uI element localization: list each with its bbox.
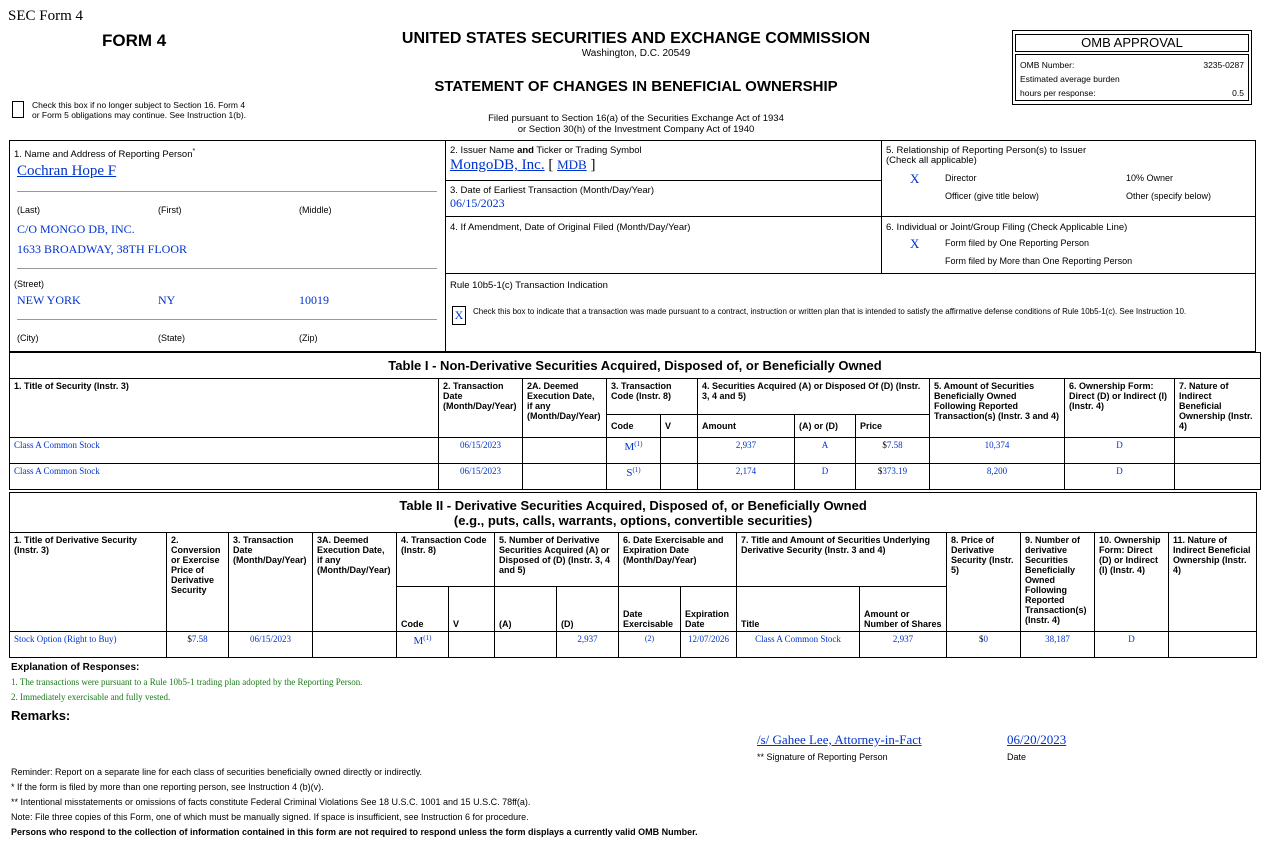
footnote-2: 2. Immediately exercisable and fully vested. bbox=[11, 692, 171, 702]
amendment-label: 4. If Amendment, Date of Original Filed (Month/Day/Year) bbox=[450, 222, 691, 233]
t1-amount: Amount bbox=[698, 415, 795, 438]
filed-pursuant: Filed pursuant to Section 16(a) of the Securities Exchange Act of 1934 or Section 30(h) of the Investment Company Act of 1940 bbox=[488, 113, 784, 135]
t2-r1-nature bbox=[1169, 632, 1257, 658]
t1-r2-owned: 8,200 bbox=[930, 464, 1065, 490]
footer-reminder: Reminder: Report on a separate line for each class of securities beneficially owned directly or indirectly. bbox=[11, 767, 423, 777]
t1-r1-v bbox=[661, 438, 698, 464]
table-2 bbox=[9, 492, 1257, 658]
filing-box bbox=[881, 216, 1256, 274]
address-line-2: 1633 BROADWAY, 38TH FLOOR bbox=[17, 242, 188, 256]
t1-r2-v bbox=[661, 464, 698, 490]
rule-label: Rule 10b5-1(c) Transaction Indication bbox=[450, 280, 608, 291]
footer-omb-notice: Persons who respond to the collection of information contained in this form are not required to respond unless the form displays a currently valid OMB Number. bbox=[11, 827, 698, 837]
t2-r1-underlying-title: Class A Common Stock bbox=[737, 632, 860, 658]
t2-v: V bbox=[449, 587, 495, 632]
t2-r1-deemed bbox=[313, 632, 397, 658]
t1-r2-nature bbox=[1175, 464, 1261, 490]
filing-more-label: Form filed by More than One Reporting Person bbox=[945, 256, 1133, 266]
date-label: Date bbox=[1007, 752, 1027, 762]
footer-multiple: * If the form is filed by more than one reporting person, see Instruction 4 (b)(v). bbox=[11, 782, 324, 792]
no-longer-subject-checkbox[interactable] bbox=[12, 101, 24, 118]
t2-r1-exercisable: (2) bbox=[619, 632, 681, 658]
filing-one-mark[interactable]: X bbox=[910, 236, 920, 251]
reporting-person-box bbox=[9, 140, 446, 352]
ten-percent-label: 10% Owner bbox=[1126, 173, 1174, 183]
t2-shares: Amount or Number of Shares bbox=[860, 587, 947, 632]
issuer-ticker[interactable]: MDB bbox=[557, 157, 587, 172]
t2-h5: 5. Number of Derivative Securities Acquired (A) or Disposed of (D) (Instr. 3, 4 and 5) bbox=[495, 533, 619, 587]
t2-r1-conv: $7.58 bbox=[167, 632, 229, 658]
amendment-box bbox=[445, 216, 882, 274]
t2-r1-date: 06/15/2023 bbox=[229, 632, 313, 658]
table-row bbox=[10, 632, 1257, 658]
first-label: (First) bbox=[158, 205, 182, 215]
t2-a: (A) bbox=[495, 587, 557, 632]
omb-approval-box bbox=[1012, 30, 1252, 105]
t2-h11: 11. Nature of Indirect Beneficial Ownership (Instr. 4) bbox=[1169, 533, 1257, 632]
signature-name[interactable]: /s/ Gahee Lee, Attorney-in-Fact bbox=[757, 732, 922, 747]
checkbox-instructions: Check this box if no longer subject to Section 16. Form 4 or Form 5 obligations may continue. See Instruction 1(b). bbox=[32, 100, 247, 120]
street-label: (Street) bbox=[14, 279, 45, 289]
table-row bbox=[10, 438, 1261, 464]
t2-r1-underlying-shares: 2,937 bbox=[860, 632, 947, 658]
rule-checkbox[interactable]: X bbox=[452, 306, 466, 325]
t2-code: Code bbox=[397, 587, 449, 632]
t1-r1-owned: 10,374 bbox=[930, 438, 1065, 464]
t2-h8: 8. Price of Derivative Security (Instr. 5) bbox=[947, 533, 1021, 632]
t1-r1-date: 06/15/2023 bbox=[439, 438, 523, 464]
t2-r1-a bbox=[495, 632, 557, 658]
relationship-label: 5. Relationship of Reporting Person(s) to Issuer (Check all applicable) bbox=[886, 145, 1087, 166]
t2-r1-price: $0 bbox=[947, 632, 1021, 658]
t1-r1-form: D bbox=[1065, 438, 1175, 464]
earliest-date-box bbox=[445, 180, 882, 217]
t1-aord: (A) or (D) bbox=[795, 415, 856, 438]
state-label: (State) bbox=[158, 333, 186, 343]
address-line-1: C/O MONGO DB, INC. bbox=[17, 222, 135, 236]
table-row bbox=[10, 464, 1261, 490]
agency-name: UNITED STATES SECURITIES AND EXCHANGE COMMISSION bbox=[401, 30, 871, 47]
officer-label: Officer (give title below) bbox=[945, 191, 1039, 201]
issuer-line: MongoDB, Inc. [ MDB ] bbox=[450, 157, 596, 173]
explanation-title: Explanation of Responses: bbox=[11, 662, 140, 673]
rule-box bbox=[445, 273, 1256, 352]
last-label: (Last) bbox=[17, 205, 41, 215]
t2-h2: 2. Conversion or Exercise Price of Derivative Security bbox=[167, 533, 229, 632]
t1-r1-price: $7.58 bbox=[856, 438, 930, 464]
other-label: Other (specify below) bbox=[1126, 191, 1212, 201]
table-1 bbox=[9, 352, 1261, 490]
t2-r1-code: $M^{(1)}$ bbox=[397, 632, 449, 658]
t2-h3a: 3A. Deemed Execution Date, if any (Month/Day/Year) bbox=[313, 533, 397, 632]
rule-text: Check this box to indicate that a transaction was made pursuant to a contract, instruction or written plan that is intended to satisfy the affirmative defense conditions of Rule 10b5-1(c). See Instruction 10. bbox=[473, 307, 1187, 316]
t1-h2: 2. Transaction Date (Month/Day/Year) bbox=[439, 379, 523, 438]
t1-h4: 4. Securities Acquired (A) or Disposed Of (D) (Instr. 3, 4 and 5) bbox=[698, 379, 930, 415]
t2-h3: 3. Transaction Date (Month/Day/Year) bbox=[229, 533, 313, 632]
t2-h1: 1. Title of Derivative Security (Instr. 3) bbox=[10, 533, 167, 632]
t1-r2-code: $S^{(1)}$ bbox=[607, 464, 661, 490]
t2-h9: 9. Number of derivative Securities Beneficially Owned Following Reported Transaction(s) (Instr. 4) bbox=[1021, 533, 1095, 632]
form-title: FORM 4 bbox=[102, 31, 167, 50]
t2-title: Title bbox=[737, 587, 860, 632]
t1-r2-form: D bbox=[1065, 464, 1175, 490]
t1-h3: 3. Transaction Code (Instr. 8) bbox=[607, 379, 698, 415]
omb-title: OMB APPROVAL bbox=[1015, 34, 1249, 52]
t2-r1-v bbox=[449, 632, 495, 658]
table-2-title: Table II - Derivative Securities Acquired, Disposed of, or Beneficially Owned (e.g., puts, calls, warrants, options, convertible securities) bbox=[10, 493, 1257, 533]
t1-h1: 1. Title of Security (Instr. 3) bbox=[10, 379, 439, 438]
t2-d: (D) bbox=[557, 587, 619, 632]
t1-r2-deemed bbox=[523, 464, 607, 490]
omb-details: OMB Number: 3235-0287 Estimated average burden hours per response: 0.5 bbox=[1015, 54, 1249, 101]
t2-r1-owned: 38,187 bbox=[1021, 632, 1095, 658]
t2-r1-form: D bbox=[1095, 632, 1169, 658]
reporting-person-name[interactable]: Cochran Hope F bbox=[17, 163, 117, 179]
t2-r1-title: Stock Option (Right to Buy) bbox=[10, 632, 167, 658]
table-1-title: Table I - Non-Derivative Securities Acquired, Disposed of, or Beneficially Owned bbox=[10, 353, 1261, 379]
t1-h6: 6. Ownership Form: Direct (D) or Indirect (I) (Instr. 4) bbox=[1065, 379, 1175, 438]
t1-r2-price: $373.19 bbox=[856, 464, 930, 490]
t1-v: V bbox=[661, 415, 698, 438]
t1-r1-amount: 2,937 bbox=[698, 438, 795, 464]
t2-h6: 6. Date Exercisable and Expiration Date (Month/Day/Year) bbox=[619, 533, 737, 587]
city-value: NEW YORK bbox=[17, 293, 81, 307]
t1-h2a: 2A. Deemed Execution Date, if any (Month/Day/Year) bbox=[523, 379, 607, 438]
footer-misstatements: ** Intentional misstatements or omissions of facts constitute Federal Criminal Violations See 18 U.S.C. 1001 and 15 U.S.C. 78ff(a). bbox=[11, 797, 531, 807]
t1-r1-title: Class A Common Stock bbox=[10, 438, 439, 464]
reporting-person-label: 1. Name and Address of Reporting Person* bbox=[14, 148, 196, 161]
page-label: SEC Form 4 bbox=[8, 8, 84, 24]
t1-h7: 7. Nature of Indirect Beneficial Ownership (Instr. 4) bbox=[1175, 379, 1261, 438]
director-label: Director bbox=[945, 173, 977, 183]
t1-h5: 5. Amount of Securities Beneficially Owned Following Reported Transaction(s) (Instr. 3 and 4) bbox=[930, 379, 1065, 438]
t2-exercisable: Date Exercisable bbox=[619, 587, 681, 632]
t1-r1-aord: A bbox=[795, 438, 856, 464]
footer-note: Note: File three copies of this Form, one of which must be manually signed. If space is insufficient, see Instruction 6 for procedure. bbox=[11, 812, 529, 822]
filing-label: 6. Individual or Joint/Group Filing (Check Applicable Line) bbox=[886, 222, 1128, 233]
footnote-1: 1. The transactions were pursuant to a Rule 10b5-1 trading plan adopted by the Reporting Person. bbox=[11, 677, 363, 687]
issuer-box bbox=[445, 140, 882, 181]
agency-location: Washington, D.C. 20549 bbox=[581, 48, 691, 59]
t1-price: Price bbox=[856, 415, 930, 438]
t2-r1-expiration: 12/07/2026 bbox=[681, 632, 737, 658]
signature-date[interactable]: 06/20/2023 bbox=[1007, 732, 1067, 747]
remarks-title: Remarks: bbox=[11, 708, 71, 723]
t1-r1-nature bbox=[1175, 438, 1261, 464]
t2-h4: 4. Transaction Code (Instr. 8) bbox=[397, 533, 495, 587]
t2-h10: 10. Ownership Form: Direct (D) or Indirect (I) (Instr. 4) bbox=[1095, 533, 1169, 632]
issuer-name[interactable]: MongoDB, Inc. bbox=[450, 157, 545, 173]
statement-title: STATEMENT OF CHANGES IN BENEFICIAL OWNERSHIP bbox=[434, 78, 838, 95]
middle-label: (Middle) bbox=[299, 205, 332, 215]
t1-r2-title: Class A Common Stock bbox=[10, 464, 439, 490]
issuer-label: 2. Issuer Name and Ticker or Trading Symbol bbox=[450, 145, 642, 156]
t1-r1-code: $M^{(1)}$ bbox=[607, 438, 661, 464]
zip-label: (Zip) bbox=[299, 333, 318, 343]
state-value: NY bbox=[158, 293, 176, 307]
filing-one-label: Form filed by One Reporting Person bbox=[945, 238, 1090, 248]
t2-r1-d: 2,937 bbox=[557, 632, 619, 658]
earliest-date-value: 06/15/2023 bbox=[450, 196, 505, 210]
t1-r2-date: 06/15/2023 bbox=[439, 464, 523, 490]
t1-r2-amount: 2,174 bbox=[698, 464, 795, 490]
t1-code: Code bbox=[607, 415, 661, 438]
t1-r1-deemed bbox=[523, 438, 607, 464]
t1-r2-aord: D bbox=[795, 464, 856, 490]
t2-expiration: Expiration Date bbox=[681, 587, 737, 632]
city-label: (City) bbox=[17, 333, 39, 343]
signature-label: ** Signature of Reporting Person bbox=[757, 752, 888, 762]
director-mark[interactable]: X bbox=[910, 171, 920, 186]
earliest-date-label: 3. Date of Earliest Transaction (Month/Day/Year) bbox=[450, 185, 654, 196]
t2-h7: 7. Title and Amount of Securities Underlying Derivative Security (Instr. 3 and 4) bbox=[737, 533, 947, 587]
zip-value: 10019 bbox=[299, 293, 329, 307]
relationship-box bbox=[881, 140, 1256, 217]
